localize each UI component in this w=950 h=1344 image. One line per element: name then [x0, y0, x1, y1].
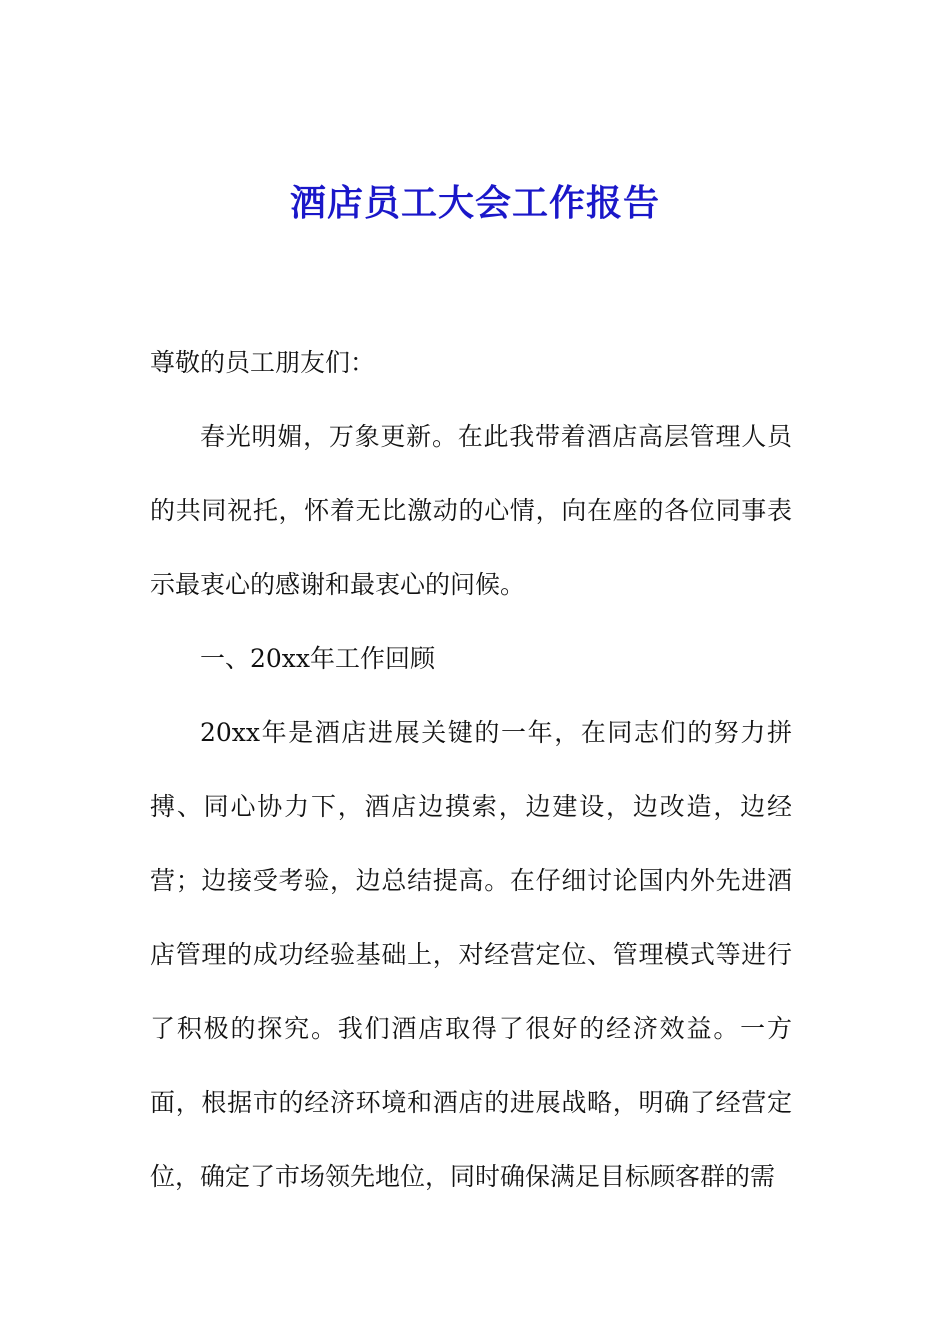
- document-title: 酒店员工大会工作报告: [289, 182, 660, 224]
- document-body: [150, 326, 792, 1214]
- salutation: 尊敬的员工朋友们：: [150, 348, 376, 377]
- paragraph-greeting: 春光明媚，万象更新。在此我带着酒店高层管理人员的共同祝托，怀着无比激动的心情，向在座的各位同事表示最衷心的感谢和最衷心的问候。: [150, 422, 792, 599]
- paragraph-review: 20xx年是酒店进展关键的一年，在同志们的努力拼搏、同心协力下，酒店边摸索，边建设，边改造，边经营；边接受考验，边总结提高。在仔细讨论国内外先进酒店管理的成功经验基础上，对经营定位、管理模式等进行了积极的探究。我们酒店取得了很好的经济效益。一方面，根据市的经济环境和酒店的进展战略，明确了经营定位，确定了市场领先地位，同时确保满足目标顾客群的需: [150, 718, 792, 1191]
- section-heading: 一、20xx年工作回顾: [200, 644, 436, 673]
